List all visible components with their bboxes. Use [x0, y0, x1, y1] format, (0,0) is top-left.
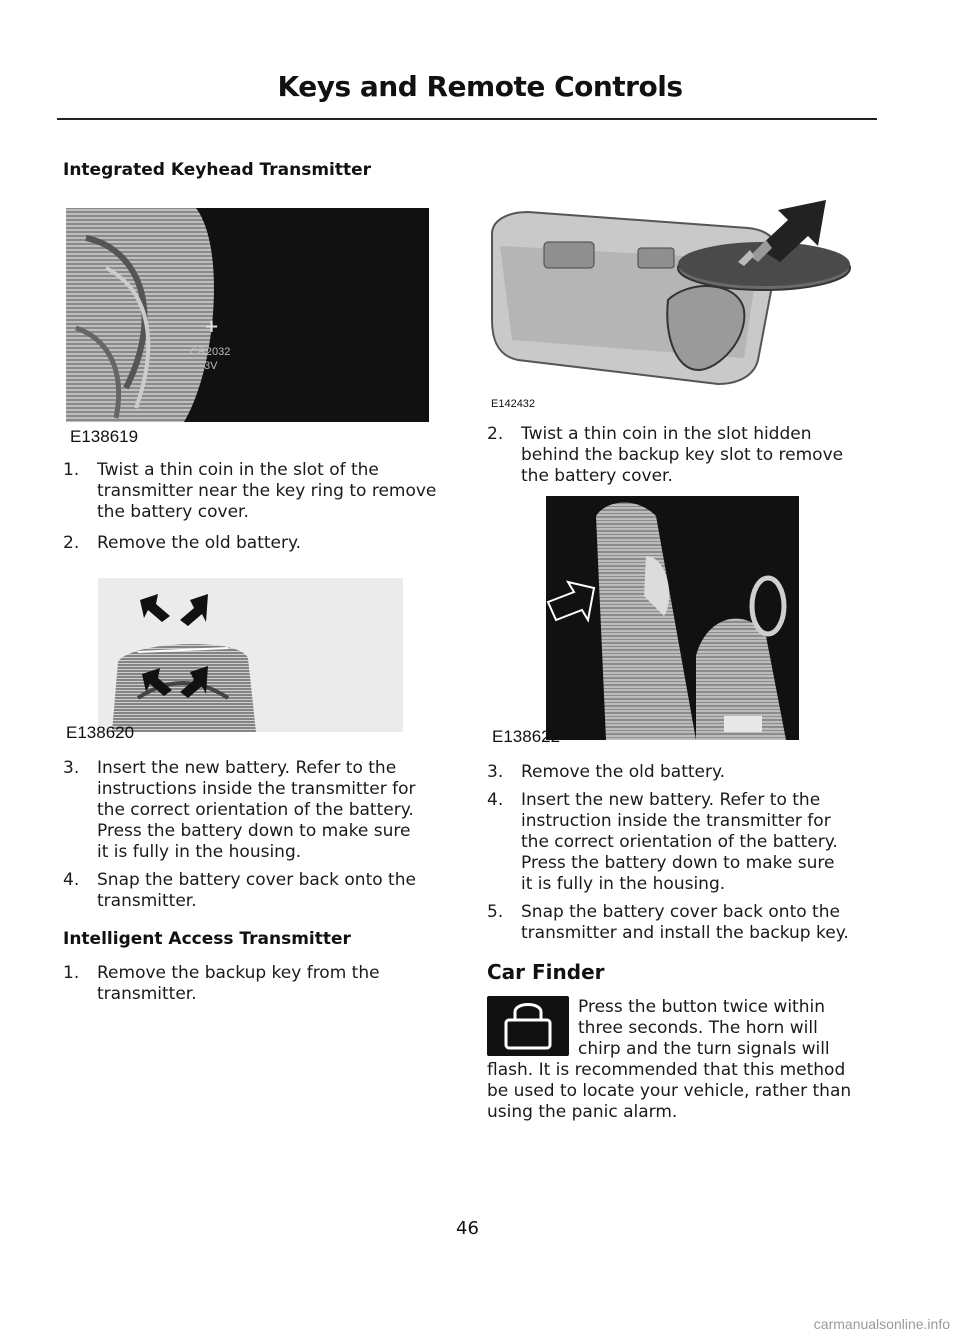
step-text-line: Snap the battery cover back onto the — [521, 902, 840, 922]
figure-code: E138619 — [70, 427, 139, 446]
battery-model-label: CR2032 — [190, 346, 231, 358]
step-text-line: the battery cover. — [521, 466, 673, 486]
page-header-title: Keys and Remote Controls — [277, 70, 683, 103]
arrow-icon — [180, 594, 208, 626]
figure-ia-transmitter-backup — [546, 496, 799, 740]
step-text-line: the battery cover. — [97, 502, 249, 522]
step-text-line: it is fully in the housing. — [97, 842, 302, 862]
step-text-line: the correct orientation of the battery. — [97, 800, 414, 820]
step-text-line: Remove the old battery. — [521, 762, 726, 782]
step-text-line: behind the backup key slot to remove — [521, 445, 844, 465]
step-text-line: Insert the new battery. Refer to the — [97, 758, 397, 778]
page-number: 46 — [456, 1218, 479, 1239]
lock-icon — [487, 996, 569, 1056]
step-number: 3. — [63, 758, 80, 778]
battery-voltage-label: 3V — [204, 360, 218, 372]
step-text-line: Remove the backup key from the — [97, 963, 380, 983]
step-text-line: transmitter. — [97, 891, 197, 911]
remove-battery-illustration — [98, 578, 403, 732]
step-number: 4. — [63, 870, 80, 890]
step-number: 5. — [487, 902, 504, 922]
section-title-intelligent-access: Intelligent Access Transmitter — [63, 929, 351, 949]
step-text-line: it is fully in the housing. — [521, 874, 726, 894]
step-text-line: Press the battery down to make sure — [97, 821, 411, 841]
figure-remove-battery — [98, 578, 403, 732]
car-finder-paragraph-rest — [487, 1060, 887, 1123]
step-text-line: Twist a thin coin in the slot hidden — [521, 424, 812, 444]
figure-code: E138622 — [492, 727, 561, 746]
step-number: 1. — [63, 460, 80, 480]
step-number: 3. — [487, 762, 504, 782]
step-text-line: transmitter and install the backup key. — [521, 923, 849, 943]
figure-code: E142432 — [491, 398, 536, 410]
figure-code: E138620 — [66, 723, 135, 742]
step-text-line: transmitter near the key ring to remove — [97, 481, 437, 501]
battery-plus-label: + — [204, 316, 220, 337]
car-finder-paragraph-top — [578, 997, 878, 1060]
step-text-line: instruction inside the transmitter for — [521, 811, 831, 831]
section-title-car-finder: Car Finder — [487, 960, 605, 984]
arrow-icon — [140, 594, 170, 622]
paragraph-line: using the panic alarm. — [487, 1102, 678, 1122]
paragraph-line: three seconds. The horn will — [578, 1018, 818, 1038]
step-number: 4. — [487, 790, 504, 810]
step-number: 2. — [63, 533, 80, 553]
watermark: carmanualsonline.info — [813, 1316, 950, 1332]
step-number: 1. — [63, 963, 80, 983]
section-title-integrated-keyhead: Integrated Keyhead Transmitter — [63, 160, 372, 180]
step-text-line: Twist a thin coin in the slot of the — [97, 460, 379, 480]
step-text-line: transmitter. — [97, 984, 197, 1004]
step-number: 2. — [487, 424, 504, 444]
figure-keyhead-battery — [66, 208, 429, 422]
step-text-line: the correct orientation of the battery. — [521, 832, 838, 852]
step-text-line: Insert the new battery. Refer to the — [521, 790, 821, 810]
paragraph-line: chirp and the turn signals will — [578, 1039, 830, 1059]
step-text-line: Snap the battery cover back onto the — [97, 870, 416, 890]
step-text-line: Press the battery down to make sure — [521, 853, 835, 873]
ia-transmitter-illustration — [488, 190, 852, 390]
keyhead-illustration — [66, 208, 429, 422]
step-text-line: instructions inside the transmitter for — [97, 779, 416, 799]
paragraph-line: be used to locate your vehicle, rather than — [487, 1081, 852, 1101]
step-text-line: Remove the old battery. — [97, 533, 302, 553]
figure-ia-battery-cover — [488, 190, 852, 390]
arrow-icon — [548, 582, 594, 620]
ia-backup-illustration — [546, 496, 799, 740]
header-divider — [57, 118, 877, 120]
paragraph-line: Press the button twice within — [578, 997, 825, 1017]
paragraph-line: flash. It is recommended that this method — [487, 1060, 846, 1080]
